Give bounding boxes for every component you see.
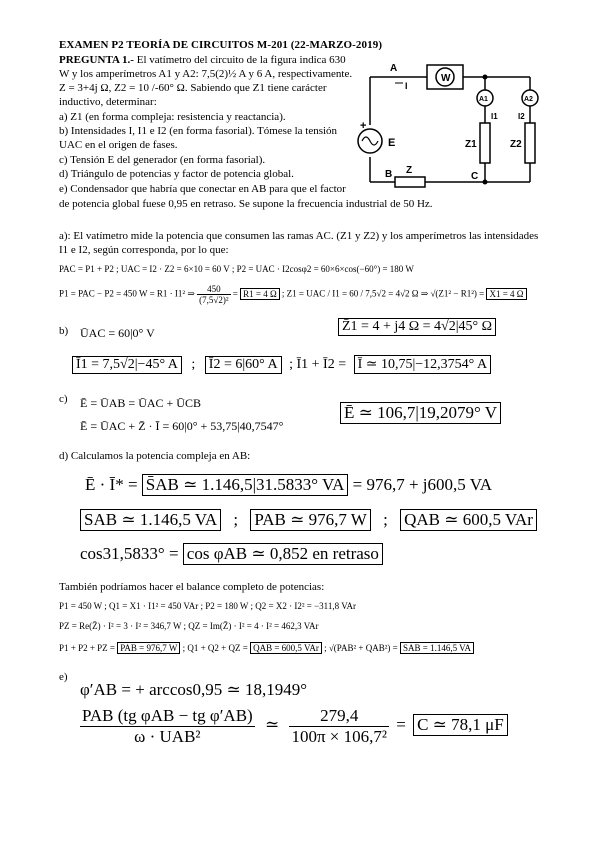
z1-label: Z1 bbox=[465, 139, 477, 150]
z1-phasor-box bbox=[338, 318, 496, 336]
capacitor-fraction-den: ω · UAB² bbox=[134, 727, 201, 746]
circuit-diagram bbox=[355, 55, 555, 195]
i2-phasor-box: Ī2 = 6|60° A bbox=[205, 356, 282, 374]
answer-a-equation-2: P1 = PAC − P2 = 450 W = R1 · I1² ⇒ $\frac{450}{\text{(7,5√2)²}}$ = R1 = 4 Ω ; Z1 = UAC / I1 = 60 / 7,5√2 = 4√2 Ω ⇒ √(Z1² − R1²) = X1 = 4 Ω bbox=[59, 284, 527, 305]
z1-resistor bbox=[480, 123, 490, 163]
capacitor-result-box: C ≃ 78,1 μF bbox=[413, 714, 508, 736]
wattmeter-label: W bbox=[441, 73, 451, 84]
question-item-e-2: de potencia global fuese 0,95 en retraso. Se supone la frecuencia industrial de 50 Hz. bbox=[59, 198, 433, 210]
capacitor-fraction bbox=[80, 706, 255, 747]
node-b-label: B bbox=[385, 169, 393, 180]
apparent-power-box: SAB ≃ 1.146,5 VA bbox=[80, 509, 221, 531]
question-line-3: Z = 3+4j Ω, Z2 = 10 /-60° Ω. Sabiendo que Z1 tiene carácter bbox=[59, 82, 327, 94]
balance-line-1: P1 = 450 W ; Q1 = X1 · I1² = 450 VAr ; P2 = 180 W ; Q2 = X2 · I2² = −311,8 VAr bbox=[59, 601, 357, 611]
e-phasor-result bbox=[340, 402, 501, 424]
capacitor-fraction-num: PAB (tg φAB − tg φ′AB) bbox=[82, 706, 253, 725]
answer-a-eq2-right: ; Z1 = UAC / I1 = 60 / 7,5√2 = 4√2 Ω ⇒ √(Z1² − R1²) = bbox=[281, 288, 485, 299]
capacitor-numeric-num: 279,4 bbox=[289, 706, 389, 727]
question-line-2: W y los amperímetros A1 y A2: 7,5(2)½ A y 6 A, respectivamente. bbox=[59, 68, 353, 80]
question-text-1: El vatímetro del circuito de la figura indica 630 bbox=[133, 54, 346, 66]
capacitor-numeric-fraction bbox=[289, 706, 389, 747]
node-a-label: A bbox=[390, 63, 398, 74]
node-c-label: C bbox=[471, 171, 479, 182]
answer-e-label: e) bbox=[59, 671, 68, 683]
balance-s-expr: ; √(PAB² + QAB²) = bbox=[324, 643, 398, 653]
i1-phasor-box: Ī1 = 7,5√2|−45° A bbox=[72, 356, 182, 374]
ammeter-1-label: A1 bbox=[479, 96, 488, 103]
r1-fraction-den: (7,5√2)² bbox=[199, 295, 229, 305]
complex-power-rhs: = 976,7 + j600,5 VA bbox=[352, 475, 493, 494]
separator: ; bbox=[191, 357, 196, 372]
active-power-box: PAB ≃ 976,7 W bbox=[250, 509, 371, 531]
z2-resistor bbox=[525, 123, 535, 163]
exam-title: EXAMEN P2 TEORÍA DE CIRCUITOS M-201 (22-MARZO-2019) bbox=[59, 39, 383, 51]
question-item-e-1: e) Condensador que habría que conectar en AB para que el factor bbox=[59, 183, 346, 195]
svg-text:+: + bbox=[360, 120, 367, 132]
z-label: Z bbox=[406, 165, 413, 176]
question-line-4: inductivo, determinar: bbox=[59, 96, 157, 108]
z-resistor bbox=[395, 177, 425, 187]
balance-line-2: PZ = Re(Z̄) · I² = 3 · I² = 346,7 W ; QZ = Im(Z̄) · I² = 4 · I² = 462,3 VAr bbox=[59, 621, 319, 631]
approx-sign: ≃ bbox=[264, 715, 280, 735]
capacitor-formula bbox=[80, 706, 508, 747]
r1-result-box: R1 = 4 Ω bbox=[240, 288, 280, 300]
power-triangle-row bbox=[80, 509, 537, 531]
complex-power-box: S̄AB ≃ 1.146,5|31.5833° VA bbox=[142, 474, 349, 496]
answer-c-line-2: Ē = ŪAC + Z̄ · Ī = 60|0° + 53,75|40,7547° bbox=[80, 419, 284, 433]
question-heading: PREGUNTA 1.- bbox=[59, 54, 134, 66]
equals-sign: = bbox=[396, 715, 406, 735]
power-factor-box: cos φAB ≃ 0,852 en retraso bbox=[183, 543, 383, 565]
answer-c-line-1: Ē = ŪAB = ŪAC + ŪCB bbox=[80, 396, 201, 410]
separator: ; bbox=[233, 510, 239, 529]
answer-a-intro-1: a): El vatímetro mide la potencia que consumen las ramas AC. (Z1 y Z2) y los amperímetros las intensidades bbox=[59, 230, 539, 242]
sum-currents-label: ; Ī1 + Ī2 = bbox=[289, 357, 347, 372]
answer-c-label: c) bbox=[59, 393, 68, 405]
z1-phasor-value: Z̄1 = 4 + j4 Ω = 4√2|45° Ω bbox=[338, 318, 496, 336]
balance-p-sum: P1 + P2 + PZ = bbox=[59, 643, 115, 653]
source-label: E bbox=[388, 137, 396, 149]
balance-line-3 bbox=[59, 642, 474, 654]
current-i-label: I bbox=[405, 81, 408, 91]
r1-fraction-num: 450 bbox=[197, 284, 230, 295]
x1-result-box: X1 = 4 Ω bbox=[486, 288, 526, 300]
capacitor-numeric-den: 100π × 106,7² bbox=[291, 727, 387, 746]
question-item-b-2: UAC en el origen de fases. bbox=[59, 139, 178, 151]
power-factor-row bbox=[80, 543, 383, 565]
question-item-b-1: b) Intensidades I, I1 e I2 (en forma fasorial). Tómese la tensión bbox=[59, 125, 338, 137]
current-i1-label: I1 bbox=[491, 112, 498, 121]
complex-power-row bbox=[85, 474, 492, 496]
balance-intro: También podríamos hacer el balance completo de potencias: bbox=[59, 581, 325, 593]
separator: ; bbox=[383, 510, 388, 529]
reactive-power-box: QAB ≃ 600,5 VAr bbox=[400, 509, 537, 531]
currents-row bbox=[72, 355, 491, 374]
answer-a-intro-2: I1 e I2, según corresponda, por lo que: bbox=[59, 244, 229, 256]
current-i2-label: I2 bbox=[518, 112, 525, 121]
balance-q-box: QAB = 600,5 VAr bbox=[250, 642, 322, 654]
question-item-c: c) Tensión E del generador (en forma fasorial). bbox=[59, 154, 266, 166]
question-line-1 bbox=[59, 53, 346, 67]
ammeter-2-label: A2 bbox=[524, 96, 533, 103]
i-total-phasor-box: Ī ≃ 10,75|−12,3754° A bbox=[354, 355, 492, 374]
answer-d-intro: d) Calculamos la potencia compleja en AB: bbox=[59, 450, 251, 462]
answer-a-equation-1: PAC = P1 + P2 ; UAC = I2 · Z2 = 6×10 = 60 V ; P2 = UAC · I2cosφ2 = 60×6×cos(−60°) = 180 W bbox=[59, 264, 414, 274]
question-item-d: d) Triángulo de potencias y factor de potencia global. bbox=[59, 168, 294, 180]
answer-b-label: b) bbox=[59, 325, 69, 337]
question-item-a: a) Z1 (en forma compleja: resistencia y reactancia). bbox=[59, 111, 286, 123]
e-phasor-box: Ē ≃ 106,7|19,2079° V bbox=[340, 402, 501, 424]
r1-fraction bbox=[197, 284, 230, 305]
complex-power-lhs: Ē · Ī* = bbox=[85, 475, 138, 494]
balance-p-box: PAB = 976,7 W bbox=[117, 642, 180, 654]
balance-q-sum: ; Q1 + Q2 + QZ = bbox=[182, 643, 248, 653]
balance-s-box: SAB = 1.146,5 VA bbox=[400, 642, 474, 654]
phi-prime: φ′AB = + arccos0,95 ≃ 18,1949° bbox=[80, 680, 308, 699]
power-factor-lhs: cos31,5833° = bbox=[80, 544, 179, 563]
uac-phasor: ŪAC = 60|0° V bbox=[80, 326, 155, 340]
answer-a-eq2-left: P1 = PAC − P2 = 450 W = R1 · I1² ⇒ bbox=[59, 288, 195, 299]
z2-label: Z2 bbox=[510, 139, 522, 150]
